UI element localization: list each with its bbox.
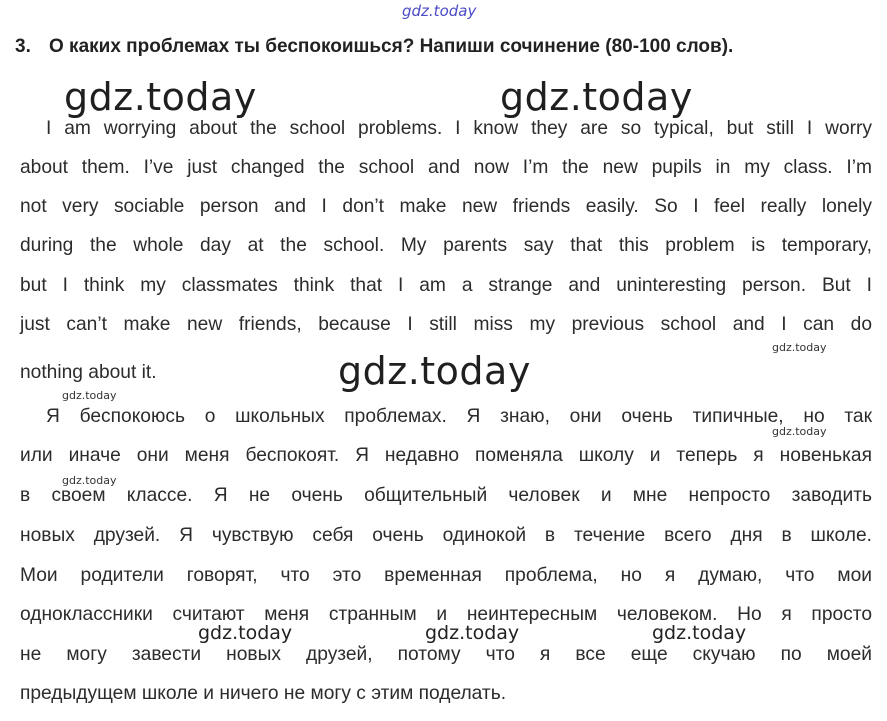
english-line: just can’t make new friends, because I still miss my previous school and I can do: [20, 314, 872, 335]
russian-line: Я беспокоюсь о школьных проблемах. Я знаю, они очень типичные, но так: [46, 406, 872, 427]
watermark-large: gdz.today: [64, 75, 257, 119]
russian-line: не могу завести новых друзей, потому что я все еще скучаю по моей: [20, 644, 872, 665]
task-text: О каких проблемах ты беспокоишься? Напиши сочинение (80-100 слов).: [49, 36, 734, 57]
task-number: 3.: [15, 36, 31, 57]
watermark-medium: gdz.today: [198, 622, 293, 644]
watermark-top: gdz.today: [402, 2, 477, 20]
russian-line: Мои родители говорят, что это временная проблема, но я думаю, что мои: [20, 565, 872, 586]
russian-line: предыдущем школе и ничего не могу с этим поделать.: [20, 683, 507, 704]
russian-line: одноклассники считают меня странным и неинтересным человеком. Но я просто: [20, 604, 872, 625]
watermark-large: gdz.today: [500, 75, 693, 119]
english-line: I am worrying about the school problems. I know they are so typical, but still I worry: [46, 118, 872, 139]
english-line: nothing about it.: [20, 362, 157, 383]
russian-line: или иначе они меня беспокоят. Я недавно поменяла школу и теперь я новенькая: [20, 445, 872, 466]
task-heading: [15, 36, 733, 58]
watermark-medium: gdz.today: [425, 622, 520, 644]
english-line: not very sociable person and I don’t make new friends easily. So I feel really lonely: [20, 196, 872, 217]
watermark-small: gdz.today: [62, 474, 117, 487]
watermark-medium: gdz.today: [652, 622, 747, 644]
russian-line: новых друзей. Я чувствую себя очень одинокой в течение всего дня в школе.: [20, 525, 872, 546]
english-line: but I think my classmates think that I am a strange and uninteresting person. But I: [20, 275, 872, 296]
english-line: about them. I’ve just changed the school and now I’m the new pupils in my class. I’m: [20, 157, 872, 178]
russian-line: в своем классе. Я не очень общительный человек и мне непросто заводить: [20, 485, 872, 506]
english-line: during the whole day at the school. My parents say that this problem is temporary,: [20, 235, 872, 256]
watermark-small: gdz.today: [772, 341, 827, 354]
watermark-small: gdz.today: [772, 425, 827, 438]
watermark-small: gdz.today: [62, 389, 117, 402]
watermark-large: gdz.today: [338, 349, 531, 393]
